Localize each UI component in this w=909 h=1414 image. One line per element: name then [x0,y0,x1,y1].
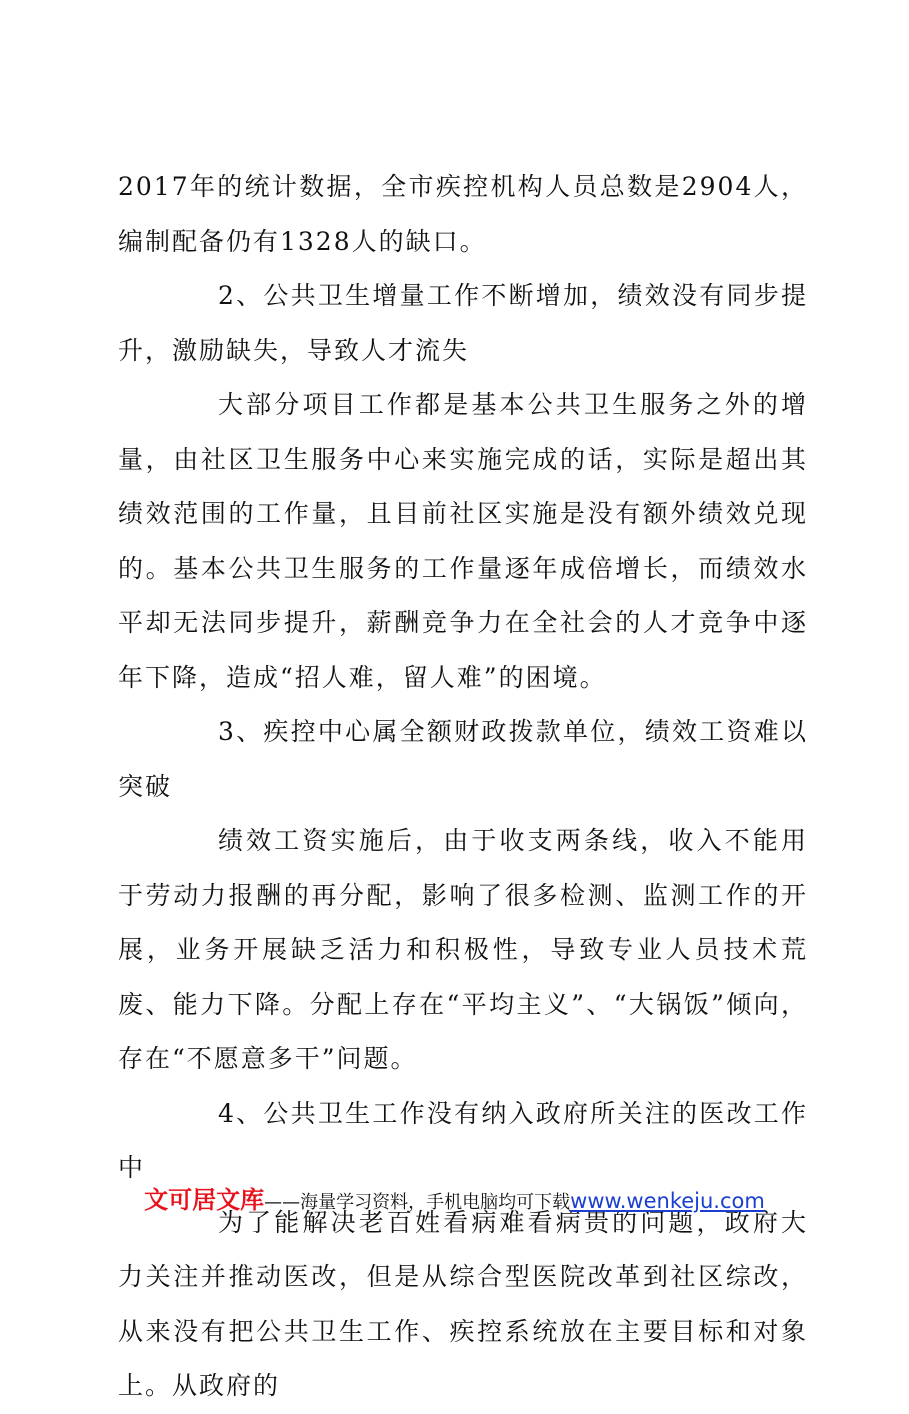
footer-tagline: ——海量学习资料，手机电脑均可下载 [264,1192,571,1213]
footer-link[interactable]: www.wenkeju.com [570,1189,765,1213]
body-text [118,160,808,1414]
section-heading-3: 3、疾控中心属全额财政拨款单位，绩效工资难以突破 [118,717,808,801]
paragraph-3-body: 绩效工资实施后，由于收支两条线，收入不能用于劳动力报酬的再分配，影响了很多检测、监测工作的开展，业务开展缺乏活力和积极性，导致专业人员技术荒废、能力下降。分配上存在“平均主义”、“大锅饭”倾向，存在“不愿意多干”问题。 [118,826,808,1073]
paragraph-2-body: 大部分项目工作都是基本公共卫生服务之外的增量，由社区卫生服务中心来实施完成的话，实际是超出其绩效范围的工作量，且目前社区实施是没有额外绩效兑现的。基本公共卫生服务的工作量逐年成倍增长，而绩效水平却无法同步提升，薪酬竞争力在全社会的人才竞争中逐年下降，造成“招人难，留人难”的困境。 [118,390,808,692]
paragraph-4-body: 为了能解决老百姓看病难看病贵的问题，政府大力关注并推动医改，但是从综合型医院改革到社区综改，从来没有把公共卫生工作、疾控系统放在主要目标和对象上。从政府的 [118,1207,808,1400]
section-heading-4: 4、公共卫生工作没有纳入政府所关注的医改工作中 [118,1098,808,1182]
section-heading-2: 2、公共卫生增量工作不断增加，绩效没有同步提升，激励缺失，导致人才流失 [118,281,808,365]
footer-banner [0,1180,909,1215]
footer-brand: 文可居文库 [144,1186,265,1214]
paragraph-continuation: 2017年的统计数据，全市疾控机构人员总数是2904人，编制配备仍有1328人的缺口。 [118,172,808,256]
